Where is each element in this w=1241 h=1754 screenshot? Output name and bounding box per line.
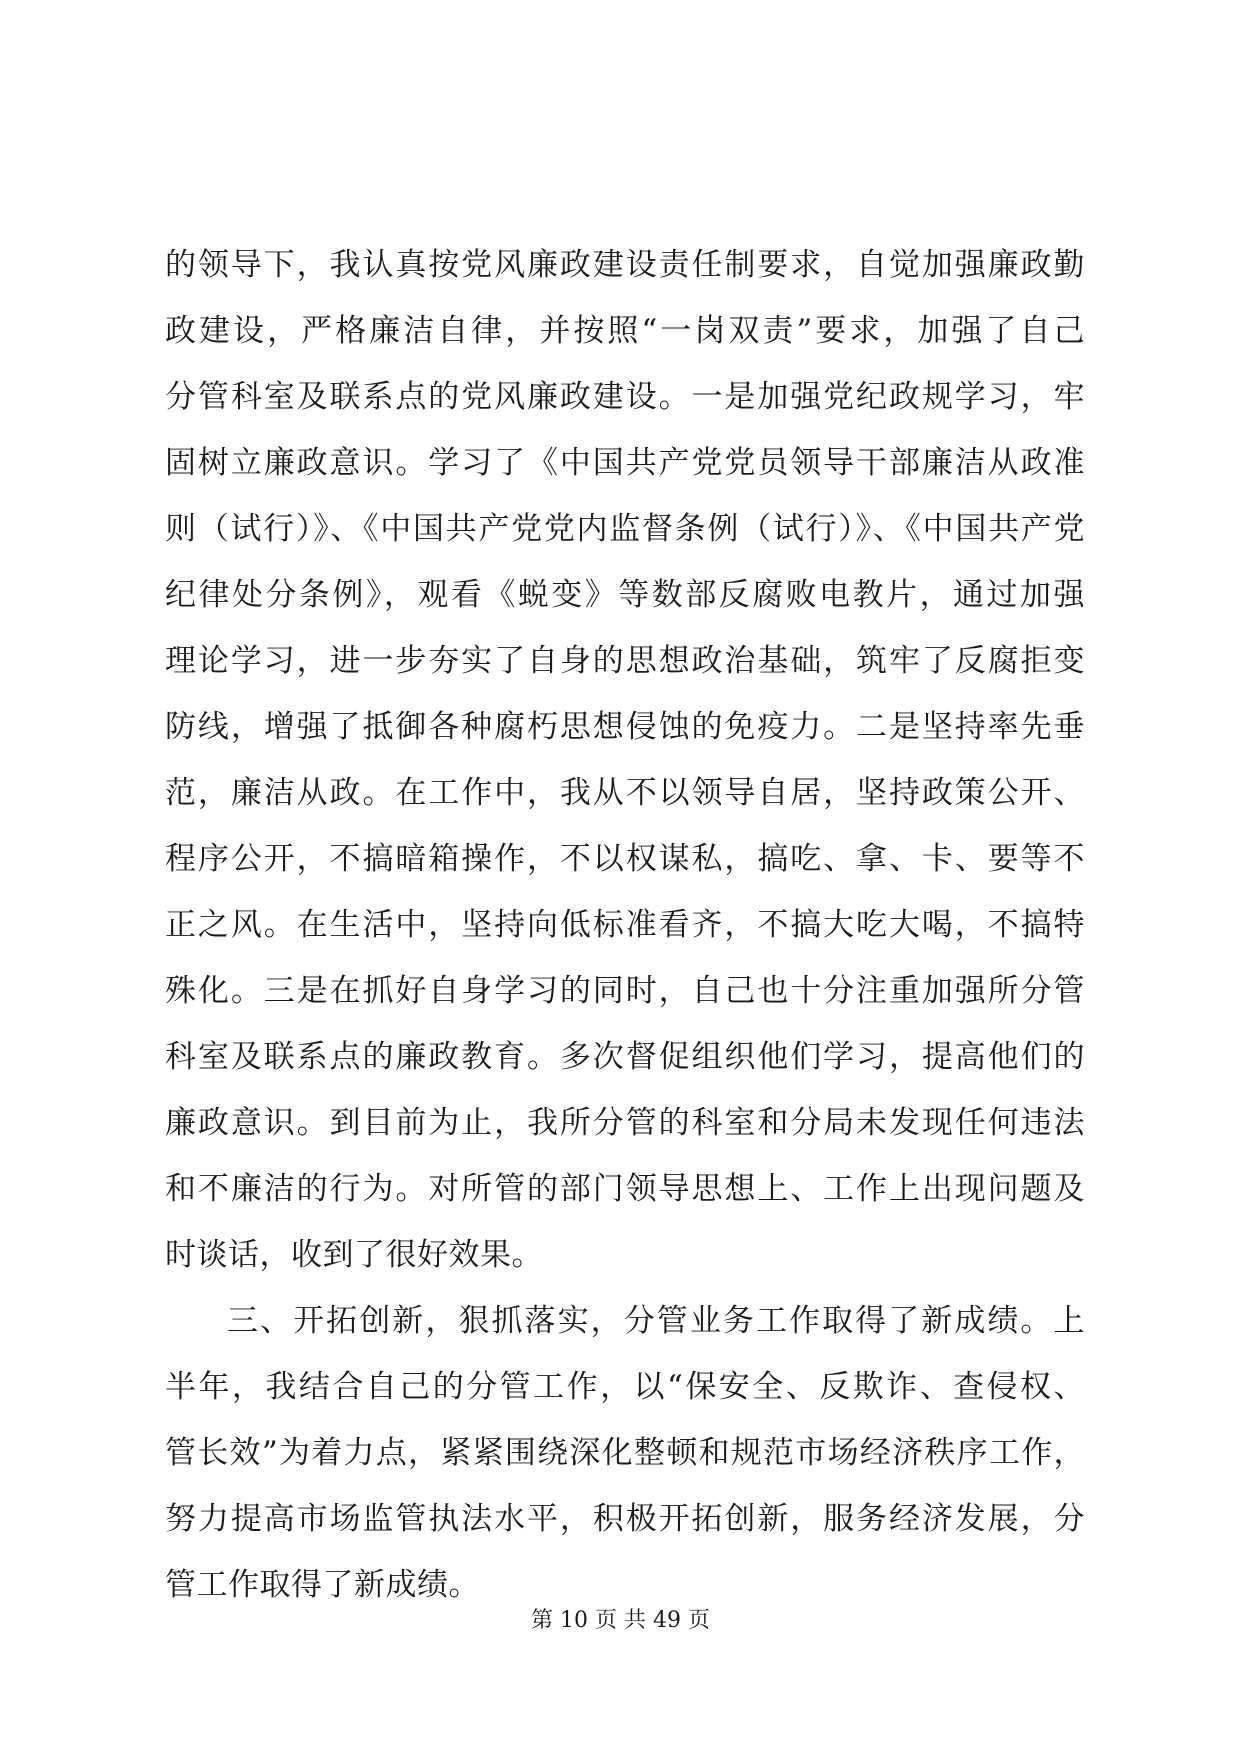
text-line: 防线，增强了抵御各种腐朽思想侵蚀的免疫力。二是坚持率先垂 <box>165 709 1085 745</box>
text-line: 正之风。在生活中，坚持向低标准看齐，不搞大吃大喝，不搞特 <box>165 907 1085 943</box>
text-line: 分管科室及联系点的党风廉政建设。一是加强党纪政规学习，牢 <box>165 379 1085 415</box>
text-line: 时谈话，收到了很好效果。 <box>165 1237 543 1273</box>
text-line: 努力提高市场监管执法水平，积极开拓创新，服务经济发展，分 <box>165 1501 1085 1537</box>
text-line: 科室及联系点的廉政教育。多次督促组织他们学习，提高他们的 <box>165 1039 1085 1075</box>
text-line: 殊化。三是在抓好自身学习的同时，自己也十分注重加强所分管 <box>165 973 1085 1009</box>
text-line: 半年，我结合自己的分管工作，以“保安全、反欺诈、查侵权、 <box>165 1369 1085 1405</box>
text-line: 范，廉洁从政。在工作中，我从不以领导自居，坚持政策公开、 <box>165 775 1085 811</box>
text-line: 程序公开，不搞暗箱操作，不以权谋私，搞吃、拿、卡、要等不 <box>165 841 1085 877</box>
text-line: 固树立廉政意识。学习了《中国共产党党员领导干部廉洁从政准 <box>165 445 1085 481</box>
text-line: 纪律处分条例》，观看《蜕变》等数部反腐败电教片，通过加强 <box>165 577 1085 613</box>
text-line: 政建设，严格廉洁自律，并按照“一岗双责”要求，加强了自己 <box>165 313 1085 349</box>
text-line: 廉政意识。到目前为止，我所分管的科室和分局未发现任何违法 <box>165 1105 1085 1141</box>
section-heading-line: 三、开拓创新，狠抓落实，分管业务工作取得了新成绩。上 <box>227 1303 1085 1339</box>
text-line: 和不廉洁的行为。对所管的部门领导思想上、工作上出现问题及 <box>165 1171 1085 1207</box>
text-line: 管工作取得了新成绩。 <box>165 1567 480 1603</box>
text-line: 则（试行）》、《中国共产党党内监督条例（试行）》、《中国共产党 <box>165 511 1085 547</box>
text-line: 的领导下，我认真按党风廉政建设责任制要求，自觉加强廉政勤 <box>165 247 1085 283</box>
page-number: 第 10 页 共 49 页 <box>531 1608 710 1633</box>
text-line: 理论学习，进一步夯实了自身的思想政治基础，筑牢了反腐拒变 <box>165 643 1085 679</box>
text-line: 管长效”为着力点，紧紧围绕深化整顿和规范市场经济秩序工作， <box>165 1435 1085 1471</box>
body-text <box>165 232 1085 1618</box>
